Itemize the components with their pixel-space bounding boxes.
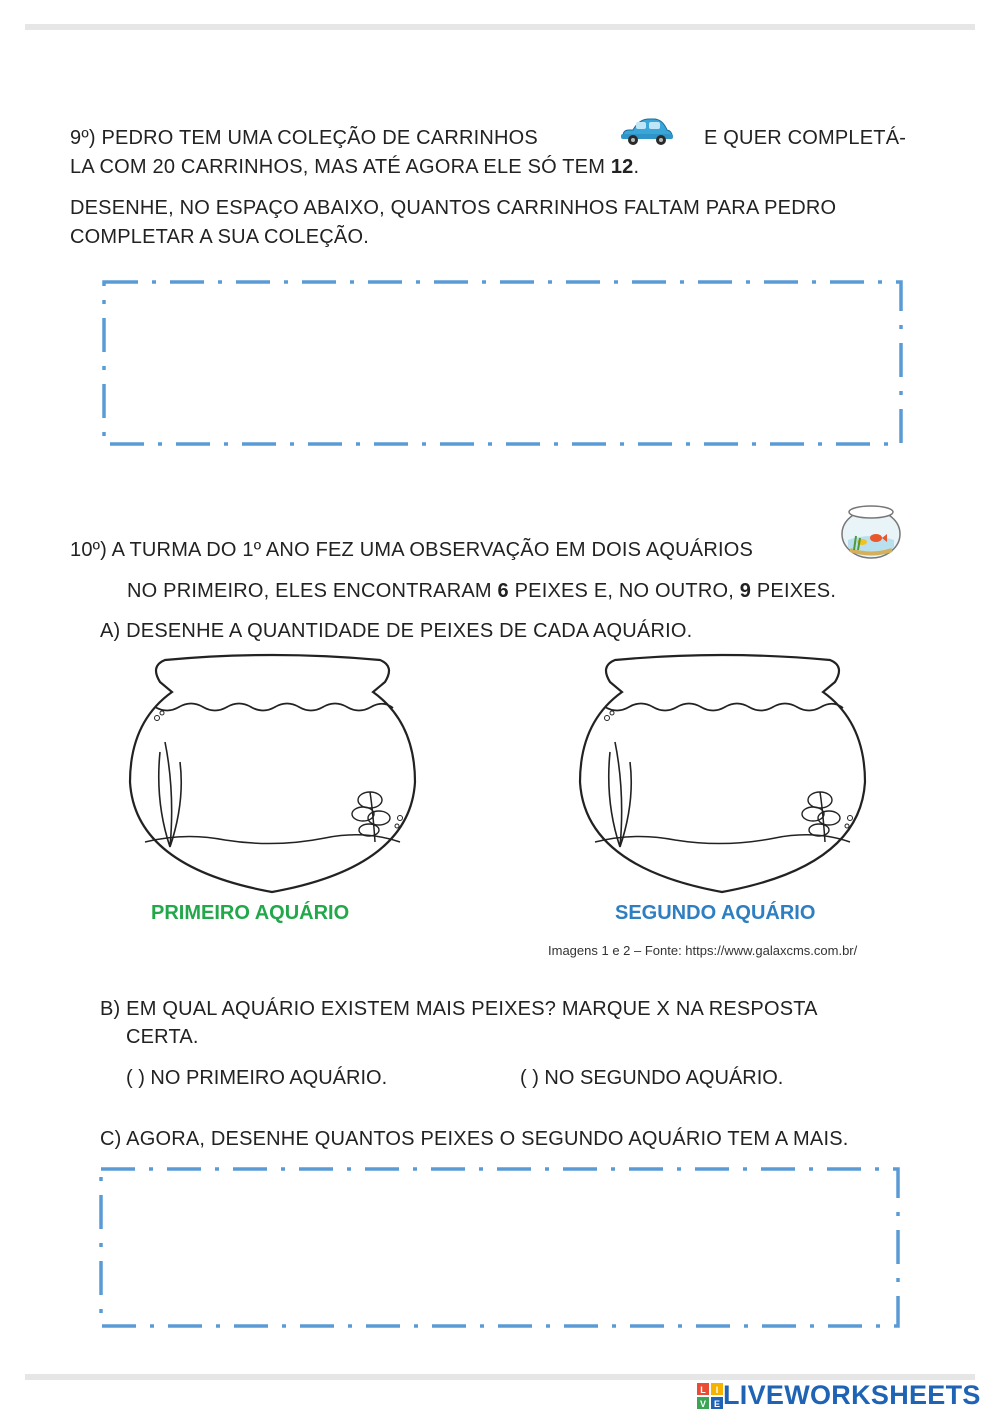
q9-line1-text-b: E QUER COMPLETÁ- <box>704 127 907 149</box>
q9-line3: DESENHE, NO ESPAÇO ABAIXO, QUANTOS CARRINHOS FALTAM PARA PEDRO <box>70 197 837 219</box>
liveworksheets-logo-icon <box>697 1383 723 1409</box>
car-icon <box>619 116 675 146</box>
aquarium-2-label: SEGUNDO AQUÁRIO <box>615 902 816 924</box>
q10-line1: 10º) A TURMA DO 1º ANO FEZ UMA OBSERVAÇÃO EM DOIS AQUÁRIOS <box>70 539 754 561</box>
q10-item-a: A) DESENHE A QUANTIDADE DE PEIXES DE CADA AQUÁRIO. <box>100 620 693 642</box>
q9-line2-period: . <box>633 156 640 178</box>
q10-line2 <box>127 580 836 603</box>
q9-line2-number: 12 <box>610 156 634 178</box>
q10-line2-text-c: PEIXES. <box>756 580 837 602</box>
q10-line2-text-b: PEIXES E, NO OUTRO, <box>514 580 735 602</box>
q9-line1-text-a: 9º) PEDRO TEM UMA COLEÇÃO DE CARRINHOS <box>70 127 538 149</box>
q9-line2 <box>70 156 639 179</box>
top-page-bar <box>25 24 975 30</box>
liveworksheets-brand-text: LIVEWORKSHEETS <box>723 1380 981 1410</box>
logo-letter-e: E <box>713 1398 721 1409</box>
q10-number-six: 6 <box>497 580 509 602</box>
q9-line4: COMPLETAR A SUA COLEÇÃO. <box>70 226 369 248</box>
logo-letter-i: I <box>715 1384 719 1395</box>
q10-item-b-line2: CERTA. <box>126 1026 199 1048</box>
aquarium-2[interactable] <box>575 652 870 897</box>
fishbowl-icon <box>838 500 904 560</box>
option-first-aquarium[interactable]: ( ) NO PRIMEIRO AQUÁRIO. <box>126 1067 388 1089</box>
q10-c-drawing-area[interactable] <box>97 1165 902 1330</box>
q9-line2-text: LA COM 20 CARRINHOS, MAS ATÉ AGORA ELE SÓ TEM <box>70 156 606 178</box>
image-source-note: Imagens 1 e 2 – Fonte: https://www.galaxcms.com.br/ <box>548 943 858 958</box>
q10-number-nine: 9 <box>739 580 752 602</box>
q9-line1 <box>70 127 538 150</box>
liveworksheets-logo[interactable] <box>697 1380 981 1411</box>
logo-letter-l: L <box>700 1384 706 1395</box>
q10-line2-text-a: NO PRIMEIRO, ELES ENCONTRARAM <box>127 580 492 602</box>
q9-drawing-area[interactable] <box>100 278 905 448</box>
q10-item-c: C) AGORA, DESENHE QUANTOS PEIXES O SEGUNDO AQUÁRIO TEM A MAIS. <box>100 1128 849 1150</box>
aquarium-1[interactable] <box>125 652 420 897</box>
q9-line1-end <box>704 127 906 150</box>
logo-letter-v: V <box>699 1398 707 1409</box>
q10-item-b-line1: B) EM QUAL AQUÁRIO EXISTEM MAIS PEIXES? MARQUE X NA RESPOSTA <box>100 998 818 1020</box>
aquarium-1-label: PRIMEIRO AQUÁRIO <box>151 902 350 924</box>
option-second-aquarium[interactable]: ( ) NO SEGUNDO AQUÁRIO. <box>520 1067 784 1089</box>
